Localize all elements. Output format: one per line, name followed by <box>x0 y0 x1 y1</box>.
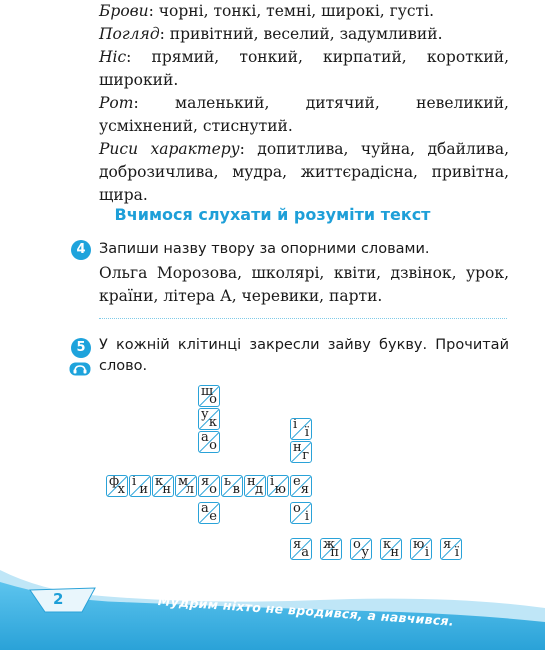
crossword-cell[interactable] <box>350 538 372 560</box>
cell-letter-top: я <box>201 475 210 489</box>
crossword-cell[interactable] <box>175 475 197 497</box>
cell-letter-top: о <box>293 502 301 516</box>
cell-letter-bottom: х <box>117 482 125 497</box>
cell-letter-bottom: в <box>232 482 240 497</box>
crossword-cell[interactable] <box>198 385 220 407</box>
cell-letter-top: е <box>293 475 301 489</box>
crossword-cell[interactable] <box>244 475 266 497</box>
cell-letter-bottom: ю <box>274 482 286 497</box>
cell-letter-bottom: у <box>361 545 369 560</box>
cell-letter-bottom: г <box>302 448 309 463</box>
description-line: Погляд: привітний, веселий, задумливий. <box>99 25 443 43</box>
cell-letter-bottom: о <box>209 482 217 497</box>
cell-letter-top: н <box>293 441 302 455</box>
cell-letter-bottom: і <box>304 509 309 524</box>
crossword-cell[interactable] <box>290 418 312 440</box>
cell-letter-top: м <box>178 475 189 489</box>
crossword-cell[interactable] <box>198 475 220 497</box>
cell-letter-top: к <box>383 538 392 552</box>
cell-letter-bottom: о <box>209 392 217 407</box>
cell-letter-top: о <box>353 538 361 552</box>
task-4-instruction: Запиши назву твору за опорними словами. <box>99 241 430 257</box>
crossword-cell[interactable] <box>267 475 289 497</box>
description-line: Риси характеру: допитлива, чуйна, дбайлива, доброзичлива, мудра, життєрадісна, привітна, щира. <box>99 140 509 204</box>
description-line: Брови: чорні, тонкі, темні, широкі, густі. <box>99 2 435 20</box>
cell-letter-top: і <box>132 475 137 489</box>
cell-letter-bottom: е <box>209 509 217 524</box>
cell-letter-top: ь <box>224 475 232 489</box>
cell-letter-bottom: н <box>162 482 171 497</box>
page-number: 2 <box>53 590 64 608</box>
crossword-cell[interactable] <box>320 538 342 560</box>
crossword-cell[interactable] <box>410 538 432 560</box>
cell-letter-top: ф <box>109 475 120 489</box>
cell-letter-bottom: и <box>139 482 148 497</box>
crossword-cell[interactable] <box>290 538 312 560</box>
section-title: Вчимося слухати й розуміти текст <box>114 205 431 224</box>
cell-letter-bottom: л <box>185 482 194 497</box>
cell-letter-top: і <box>293 418 298 432</box>
proverb: Мудрим ніхто не вродився, а навчився. <box>157 593 455 629</box>
description-line: Рот: маленький, дитячий, невеликий, усміхнений, стиснутий. <box>99 94 509 135</box>
crossword-cell[interactable] <box>198 431 220 453</box>
cell-letter-bottom: я <box>300 482 309 497</box>
cell-letter-top: ж <box>323 538 335 552</box>
crossword-cell[interactable] <box>440 538 462 560</box>
cell-letter-top: і <box>270 475 275 489</box>
task-4-words: Ольга Морозова, школярі, квіти, дзвінок, урок, країни, літера А, черевики, парти. <box>99 264 509 305</box>
cell-letter-bottom: к <box>208 415 217 430</box>
cell-letter-top: н <box>247 475 256 489</box>
cell-letter-bottom: і <box>424 545 429 560</box>
cell-letter-top: ш <box>201 385 214 399</box>
task-5-instruction: У кожній клітинці закресли зайву букву. Прочитай слово. <box>99 337 509 374</box>
crossword-cell[interactable] <box>106 475 128 497</box>
crossword-cell[interactable] <box>198 502 220 524</box>
cell-letter-bottom: ї <box>454 545 459 560</box>
description-line: Ніс: прямий, тонкий, кирпатий, короткий, широкий. <box>99 48 509 89</box>
cell-letter-top: я <box>293 538 302 552</box>
cell-letter-bottom: а <box>301 545 309 560</box>
cell-letter-bottom: о <box>209 438 217 453</box>
cell-letter-bottom: н <box>390 545 399 560</box>
task-5-number: 5 <box>71 338 91 358</box>
cell-letter-top: к <box>155 475 164 489</box>
task-4-number: 4 <box>71 240 91 260</box>
crossword-cell[interactable] <box>198 408 220 430</box>
crossword-cell[interactable] <box>290 475 312 497</box>
cell-letter-top: ю <box>413 538 425 552</box>
cell-letter-top: у <box>201 408 209 422</box>
crossword-cell[interactable] <box>290 502 312 524</box>
crossword-cell[interactable] <box>380 538 402 560</box>
cell-letter-bottom: ї <box>304 425 309 440</box>
crossword-cell[interactable] <box>221 475 243 497</box>
cell-letter-top: я <box>443 538 452 552</box>
cell-letter-bottom: д <box>254 482 263 497</box>
crossword-cell[interactable] <box>290 441 312 463</box>
cell-letter-bottom: п <box>330 545 339 560</box>
crossword-cell[interactable] <box>152 475 174 497</box>
cell-letter-top: а <box>201 431 209 445</box>
crossword-cell[interactable] <box>129 475 151 497</box>
cell-letter-top: а <box>201 502 209 516</box>
